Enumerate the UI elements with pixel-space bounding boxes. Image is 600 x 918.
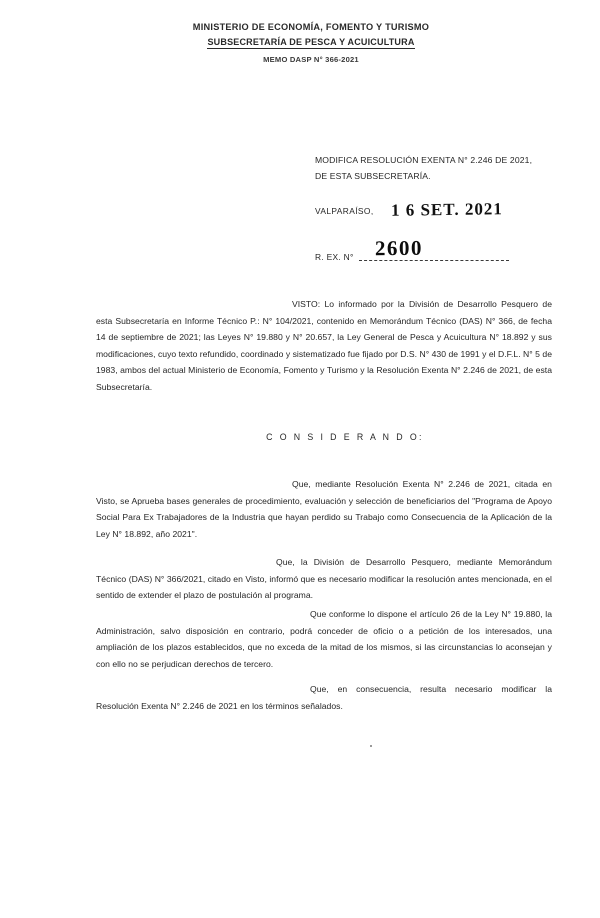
considerando-section-4 [96, 681, 552, 714]
visto-paragraph: VISTO: Lo informado por la División de Desarrollo Pesquero de esta Subsecretaría en Informe Técnico P.: N° 104/2021, contenido en Memorándum Técnico (DAS) N° 366, de fecha 14 de septiembre de 2021; las Leyes N° 19.880 y N° 20.657, la Ley General de Pesca y Acuicultura N° 18.892 y sus modificaciones, cuyo texto refundido, coordinado y sistematizado fue fijado por D.S. N° 430 de 1991 y el D.F.L. N° 5 de 1983, ambos del actual Ministerio de Economía, Fomento y Turismo y la Resolución Exenta N° 2.246 de 2021, de esta Subsecretaría. [96, 299, 552, 392]
subsecretariat-name: SUBSECRETARÍA DE PESCA Y ACUICULTURA [207, 37, 415, 47]
resolution-number-value: 2600 [374, 235, 424, 261]
letterhead [0, 22, 600, 64]
place-label: VALPARAÍSO, [315, 206, 374, 216]
memo-reference: MEMO DASP N° 366-2021 [263, 55, 359, 64]
considerando-section-1 [96, 476, 552, 542]
date-stamp: 1 6 SET. 2021 [390, 199, 503, 220]
subject-line-1: MODIFICA RESOLUCIÓN EXENTA N° 2.246 DE 2021, [315, 155, 533, 165]
ministry-name: MINISTERIO DE ECONOMÍA, FOMENTO Y TURISMO [192, 22, 430, 32]
scan-artifact [370, 745, 372, 747]
considerando-paragraph: Que, en consecuencia, resulta necesario modificar la Resolución Exenta N° 2.246 de 2021 en los términos señalados. [96, 684, 552, 711]
considerando-heading: C O N S I D E R A N D O: [266, 432, 424, 442]
considerando-paragraph: Que conforme lo dispone el artículo 26 de la Ley N° 19.880, la Administración, salvo disposición en contrario, podrá conceder de oficio o a petición de los interesados, una ampliación de los plazos establecidos, que no exceda de la mitad de los mismos, si las circunstancias lo aconsejan y con ello no se perjudican derechos de tercero. [96, 609, 552, 669]
considerando-paragraph: Que, la División de Desarrollo Pesquero, mediante Memorándum Técnico (DAS) N° 366/2021, citado en Visto, informó que es necesario modificar la resolución antes mencionada, en el sentido de extender el plazo de postulación al programa. [96, 557, 552, 600]
resolution-number-block [315, 235, 565, 268]
considerando-paragraph: Que, mediante Resolución Exenta N° 2.246 de 2021, citada en Visto, se Aprueba bases generales de procedimiento, evaluación y selección de beneficiarios del "Programa de Apoyo Social Para Ex Trabajadores de la Industria que hayan perdido su Trabajo como Consecuencia de la Aplicación de la Ley N° 18.892, año 2021". [96, 479, 552, 539]
subject-line-2: DE ESTA SUBSECRETARÍA. [315, 171, 431, 182]
considerando-section-2 [96, 554, 552, 604]
subject-block [315, 152, 565, 185]
resolution-number-label: R. EX. N° [315, 252, 354, 262]
considerando-section-3 [96, 606, 552, 672]
place-date-block [315, 200, 565, 226]
visto-section [96, 296, 552, 395]
